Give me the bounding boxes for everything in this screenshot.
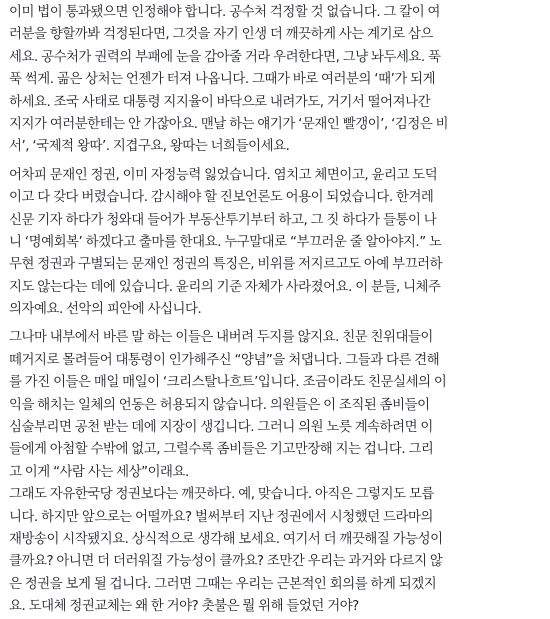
- text-line: 하세요. 조국 사태로 대통령 지지율이 바닥으로 내려가도, 거기서 떨어져나간: [9, 94, 431, 110]
- text-line: 고 이게 “사람 사는 세상”이래요.: [9, 464, 189, 480]
- text-line: 러분을 향할까봐 걱정된다면, 그것을 자기 인생 더 깨끗하게 사는 계기로 삼으: [9, 27, 433, 43]
- paragraph-2: [9, 165, 541, 322]
- text-line: 은 정권을 보게 될 겁니다. 그러면 그때는 우리는 근본적인 회의를 하게 되겠지: [9, 576, 437, 592]
- text-line: 를 가진 이들은 매일 매일이 ‘크리스탈나흐트’입니다. 조금이라도 친문실세의 이: [9, 375, 447, 391]
- text-line: 요. 도대체 정권교체는 왜 한 거야? 촛불은 뭘 위해 들었던 거야?: [9, 599, 359, 615]
- text-line: 푹 썩게. 곪은 상처는 언젠가 터져 나옵니다. 그때가 바로 여러분의 ‘때’가 되게: [9, 72, 436, 88]
- text-line: 심술부리면 공천 받는 데에 지장이 생깁니다. 그러니 의원 노릇 계속하려면 이: [9, 420, 433, 436]
- paragraph-4: [9, 484, 541, 618]
- text-line: 신문 기자 하다가 청와대 들어가 부동산투기부터 하고, 그 짓 하다가 들통이 나: [9, 212, 437, 228]
- text-line: 클까요? 아니면 더 더러워질 가능성이 클까요? 조만간 우리는 과거와 다르지 않: [9, 554, 443, 570]
- text-line: 서’, ‘국제적 왕따’. 지겹구요, 왕따는 너희들이세요.: [9, 139, 290, 155]
- text-line: 그래도 자유한국당 정권보다는 깨끗하다. 예, 맞습니다. 아직은 그렇지도 모릅: [9, 487, 434, 503]
- paragraph-3: [9, 327, 541, 484]
- text-line: 의자예요. 선악의 피안에 사십니다.: [9, 302, 202, 318]
- text-line: 이고 다 갖다 버렸습니다. 감시해야 할 진보언론도 어용이 되었습니다. 한겨레: [9, 190, 434, 206]
- text-line: 무현 정권과 구별되는 문재인 정권의 특징은, 비위를 저지르고도 아예 부끄러하: [9, 257, 443, 273]
- text-line: 세요. 공수처가 권력의 부패에 눈을 감아줄 거라 우려한다면, 그냥 놔두세요. 푹: [9, 49, 441, 65]
- paragraph-1: [9, 2, 541, 159]
- text-line: 어차피 문재인 정권, 이미 자정능력 잃었습니다. 염치고 체면이고, 윤리고 도덕: [9, 167, 438, 183]
- text-line: 익을 해치는 일체의 언동은 허용되지 않습니다. 의원들은 이 조직된 좀비들이: [9, 397, 430, 413]
- text-line: 이미 법이 통과됐으면 인정해야 합니다. 공수처 걱정할 것 없습니다. 그 칼이 여: [9, 5, 441, 20]
- text-line: 그나마 내부에서 바른 말 하는 이들은 내버려 두지를 않지요. 친문 친위대들이: [9, 330, 433, 346]
- text-line: 니 ‘명예회복’ 하겠다고 출마를 한대요. 누구말대로 “부끄러운 줄 알아야지.” 노: [9, 234, 442, 250]
- text-line: 들에게 아첨할 수밖에 없고, 그럴수록 좀비들은 기고만장해 지는 겁니다. 그리: [9, 442, 434, 458]
- text-line: 지도 않는다는 데에 있습니다. 윤리의 기준 자체가 사라졌어요. 이 분들, 니체주: [9, 279, 441, 295]
- text-line: 재방송이 시작됐지요. 상식적으로 생각해 보세요. 여기서 더 깨끗해질 가능성이: [9, 531, 443, 547]
- text-line: 니다. 하지만 앞으로는 어떨까요? 벌써부터 지난 정권에서 시청했던 드라마의: [9, 509, 433, 525]
- text-line: 떼거지로 몰려들어 대통령이 인가해주신 “양념”을 처댑니다. 그들과 다른 견해: [9, 352, 440, 368]
- text-line: 지지가 여러분한테는 안 가잖아요. 맨날 하는 얘기가 ‘문재인 빨갱이’, ‘김정은 비: [9, 116, 449, 132]
